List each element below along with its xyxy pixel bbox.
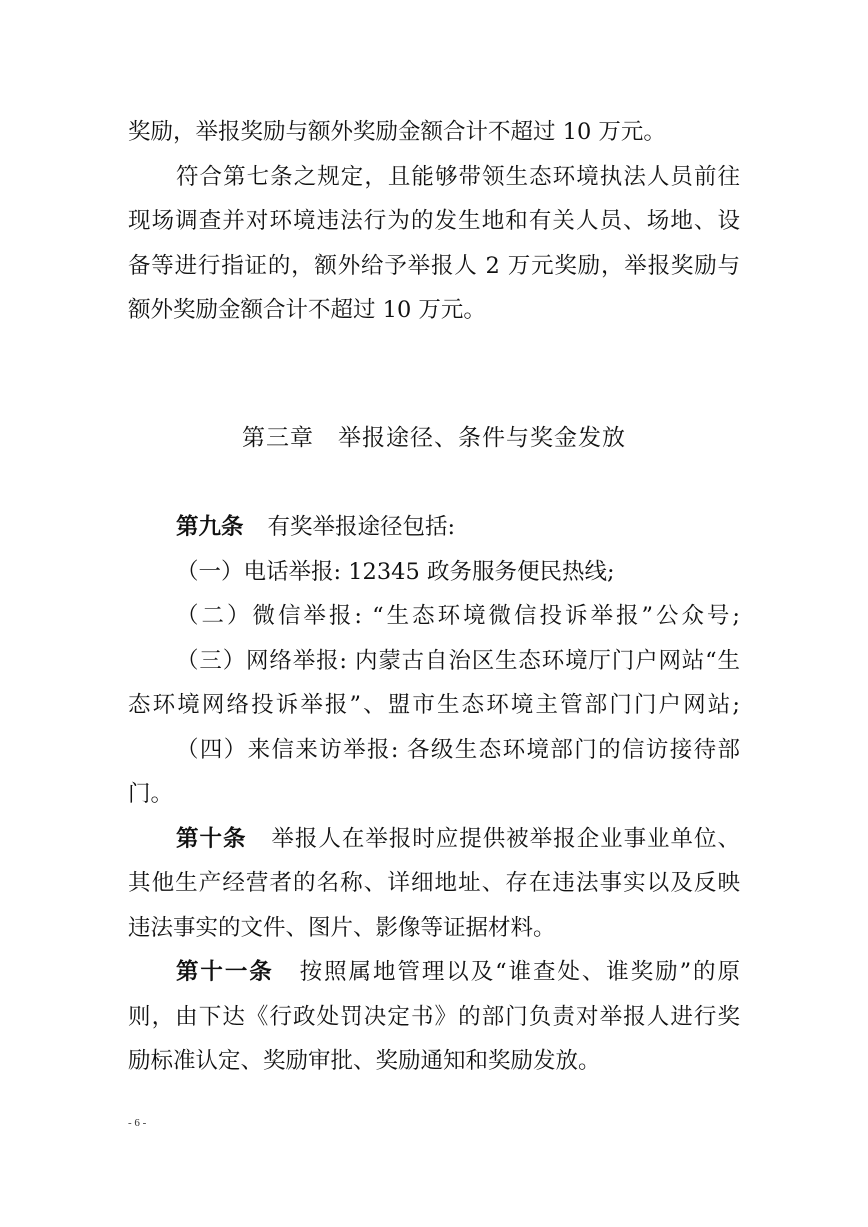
paragraph-line: 备等进行指证的，额外给予举报人 2 万元奖励，举报奖励与 <box>128 253 740 279</box>
list-item-continuation: 门。 <box>128 781 174 807</box>
article-text: 有奖举报途径包括: <box>267 514 456 540</box>
list-item: （四）来信来访举报: 各级生态环境部门的信访接待部 <box>176 737 740 763</box>
article-10-line <box>176 824 740 854</box>
paragraph-line: 违法事实的文件、图片、影像等证据材料。 <box>128 915 556 941</box>
article-label: 第九条 <box>176 514 244 540</box>
paragraph-line: 额外奖励金额合计不超过 10 万元。 <box>128 297 486 323</box>
article-9-heading-line <box>176 512 740 542</box>
article-label: 第十条 <box>176 826 247 852</box>
paragraph-line: 符合第七条之规定，且能够带领生态环境执法人员前往 <box>176 164 740 190</box>
article-11-line <box>176 957 740 987</box>
page-number: - 6 - <box>128 1117 147 1129</box>
list-item: （二）微信举报: “生态环境微信投诉举报”公众号; <box>176 603 740 629</box>
paragraph-line: 其他生产经营者的名称、详细地址、存在违法事实以及反映 <box>128 870 740 896</box>
list-item: （一）电话举报: 12345 政务服务便民热线; <box>176 559 615 585</box>
paragraph-line: 现场调查并对环境违法行为的发生地和有关人员、场地、设 <box>128 208 740 234</box>
paragraph-line: 则，由下达《行政处罚决定书》的部门负责对举报人进行奖 <box>128 1004 740 1030</box>
paragraph-line: 励标准认定、奖励审批、奖励通知和奖励发放。 <box>128 1048 601 1074</box>
article-text: 按照属地管理以及“谁查处、谁奖励”的原 <box>297 959 740 985</box>
article-label: 第十一条 <box>176 959 274 985</box>
list-item-continuation: 态环境网络投诉举报”、盟市生态环境主管部门门户网站; <box>128 692 740 718</box>
chapter-heading: 第三章 举报途径、条件与奖金发放 <box>242 425 626 451</box>
paragraph-line: 奖励，举报奖励与额外奖励金额合计不超过 10 万元。 <box>128 119 666 145</box>
article-text: 举报人在举报时应提供被举报企业事业单位、 <box>270 826 740 852</box>
list-item: （三）网络举报: 内蒙古自治区生态环境厅门户网站“生 <box>176 648 740 674</box>
